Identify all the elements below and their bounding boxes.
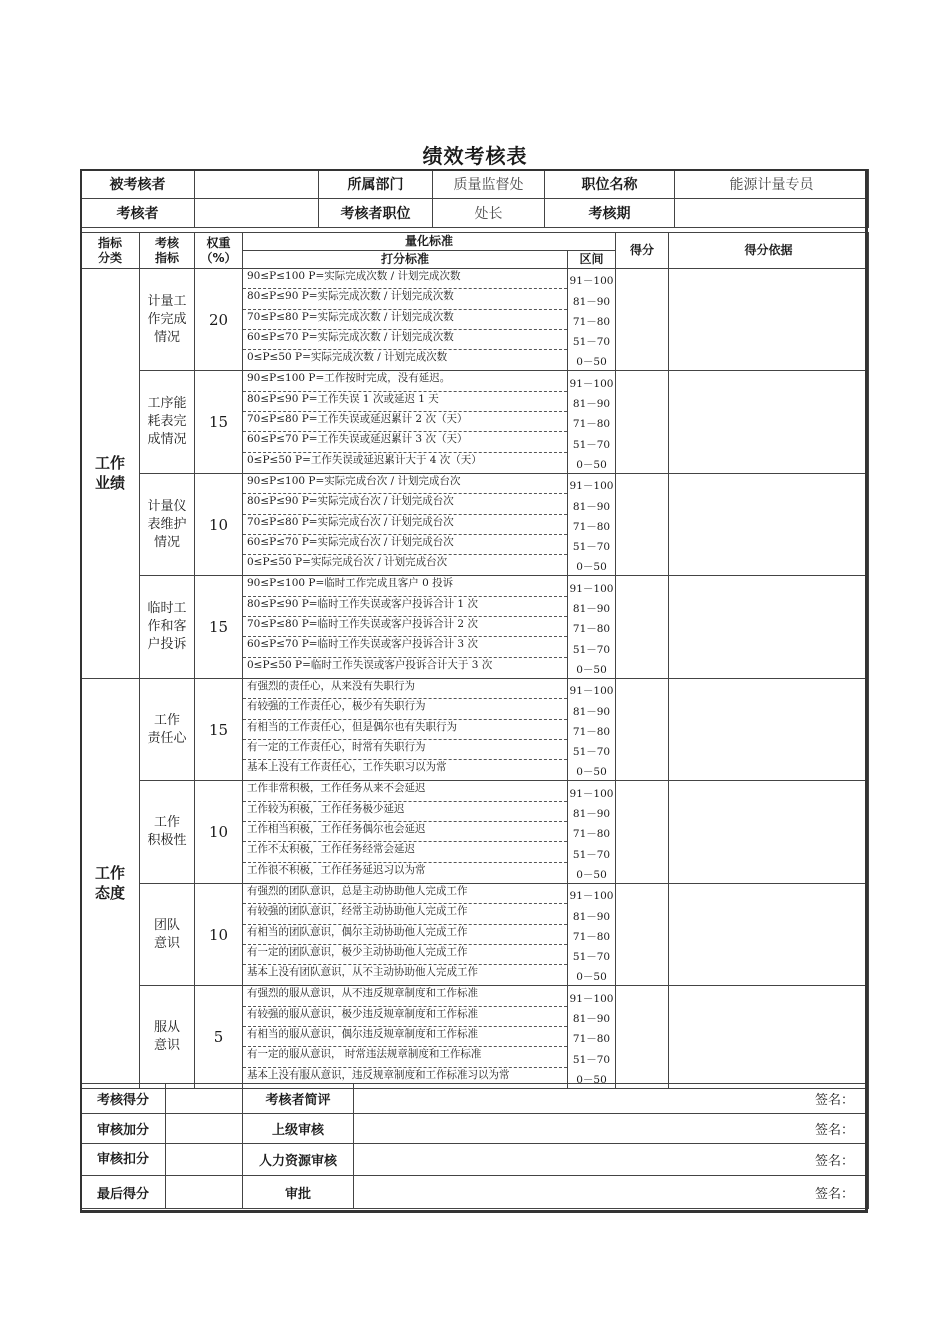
hr-review-signature[interactable]: 签名： — [354, 1144, 869, 1176]
category-header: 指标 分类 — [81, 233, 140, 269]
standard-line: 60≤P≤70 P=实际完成台次 / 计划完成台次 — [243, 535, 567, 555]
range-value: 0－50 — [576, 663, 607, 676]
final-score-label: 最后得分 — [81, 1176, 166, 1209]
bonus-score-label: 审核加分 — [81, 1114, 166, 1144]
indicator-name: 工作 积极性 — [140, 781, 195, 883]
department-label: 所属部门 — [319, 170, 433, 199]
weight-header: 权重 （%） — [195, 233, 243, 269]
standard-line: 0≤P≤50 P=实际完成台次 / 计划完成台次 — [247, 556, 448, 569]
range-value: 71－80 — [572, 520, 611, 533]
standard-line: 有较强的工作责任心，极少有失职行为 — [243, 699, 567, 719]
weight-value: 10 — [195, 883, 243, 985]
range-value: 81－90 — [572, 398, 611, 411]
range-value: 91－100 — [569, 890, 614, 903]
standard-line: 0≤P≤50 P=临时工作失误或客户投诉合计大于 3 次 — [247, 658, 493, 671]
range-value: 81－90 — [572, 808, 611, 821]
range-value: 81－90 — [572, 295, 611, 308]
assessee-label: 被考核者 — [81, 170, 195, 199]
range-value: 81－90 — [572, 500, 611, 513]
range-value: 91－100 — [569, 787, 614, 800]
score-header: 得分 — [616, 233, 669, 269]
indicator-name: 计量工 作完成 情况 — [140, 269, 195, 371]
indicator-name: 工序能 耗表完 成情况 — [140, 371, 195, 473]
range-value: 91－100 — [569, 377, 614, 390]
range-value: 0－50 — [576, 458, 607, 471]
standard-line: 有强烈的团队意识，总是主动协助他人完成工作 — [243, 884, 567, 904]
indicator-name: 临时工 作和客 户投诉 — [140, 576, 195, 678]
standard-line: 工作相当积极，工作任务偶尔也会延迟 — [243, 822, 567, 842]
quant-standard-header: 量化标准 — [243, 233, 616, 251]
range-value: 51－70 — [572, 848, 611, 861]
range-value: 91－100 — [569, 582, 614, 595]
category-cell: 工作 业绩 — [81, 269, 140, 679]
range-value: 91－100 — [569, 685, 614, 698]
range-value: 51－70 — [572, 541, 611, 554]
standard-line: 基本上没有工作责任心，工作失职习以为常 — [247, 761, 447, 774]
standard-line: 90≤P≤100 P=实际完成台次 / 计划完成台次 — [243, 474, 567, 494]
range-header: 区间 — [568, 251, 616, 269]
weight-value: 15 — [195, 576, 243, 678]
range-value: 81－90 — [572, 705, 611, 718]
range-value: 51－70 — [572, 336, 611, 349]
standard-line: 90≤P≤100 P=工作按时完成，没有延迟。 — [243, 371, 567, 391]
standard-line: 0≤P≤50 P=实际完成次数 / 计划完成次数 — [247, 351, 448, 364]
indicator-name: 计量仪 表维护 情况 — [140, 473, 195, 575]
standard-line: 有相当的团队意识，偶尔主动协助他人完成工作 — [243, 925, 567, 945]
approval-label: 审批 — [243, 1176, 354, 1209]
indicator-name: 工作 责任心 — [140, 678, 195, 780]
weight-value: 15 — [195, 678, 243, 780]
form-frame — [80, 169, 868, 1213]
standard-line: 工作非常积极，工作任务从来不会延迟 — [243, 781, 567, 801]
weight-value: 15 — [195, 371, 243, 473]
range-value: 0－50 — [576, 1073, 607, 1086]
indicator-name: 团队 意识 — [140, 883, 195, 985]
standard-line: 有强烈的服从意识，从不违反规章制度和工作标准 — [243, 986, 567, 1006]
range-value: 0－50 — [576, 766, 607, 779]
weight-value: 20 — [195, 269, 243, 371]
assessor-position-label: 考核者职位 — [319, 199, 433, 228]
standard-line: 基本上没有服从意识，违反规章制度和工作标准习以为常 — [247, 1068, 510, 1081]
standard-line: 基本上没有团队意识，从不主动协助他人完成工作 — [247, 966, 478, 979]
range-value: 51－70 — [572, 1053, 611, 1066]
standard-line: 90≤P≤100 P=临时工作完成且客户 0 投诉 — [243, 576, 567, 596]
range-value: 0－50 — [576, 971, 607, 984]
assessor-label: 考核者 — [81, 199, 195, 228]
range-value: 91－100 — [569, 480, 614, 493]
standard-line: 70≤P≤80 P=实际完成次数 / 计划完成次数 — [243, 310, 567, 330]
superior-review-signature[interactable]: 签名： — [354, 1114, 869, 1144]
standard-line: 工作不太积极，工作任务经常会延迟 — [243, 842, 567, 862]
standard-line: 90≤P≤100 P=实际完成次数 / 计划完成次数 — [243, 269, 567, 289]
weight-value: 10 — [195, 781, 243, 883]
weight-value: 5 — [195, 986, 243, 1088]
standard-line: 60≤P≤70 P=实际完成次数 / 计划完成次数 — [243, 330, 567, 350]
hr-review-label: 人力资源审核 — [243, 1144, 354, 1176]
standard-line: 工作很不积极，工作任务延迟习以为常 — [247, 863, 426, 876]
department-field[interactable]: 质量监督处 — [433, 170, 545, 199]
indicator-header: 考核 指标 — [140, 233, 195, 269]
standard-line: 60≤P≤70 P=工作失误或延迟累计 3 次（天） — [243, 432, 567, 452]
standard-line: 70≤P≤80 P=工作失误或延迟累计 2 次（天） — [243, 412, 567, 432]
approval-signature[interactable]: 签名： — [354, 1176, 869, 1209]
range-value: 71－80 — [572, 315, 611, 328]
standard-line: 有强烈的责任心，从来没有失职行为 — [243, 679, 567, 699]
range-value: 71－80 — [572, 418, 611, 431]
assessor-comment-label: 考核者简评 — [243, 1084, 354, 1114]
position-label: 职位名称 — [545, 170, 675, 199]
range-value: 51－70 — [572, 643, 611, 656]
range-value: 0－50 — [576, 561, 607, 574]
range-value: 51－70 — [572, 438, 611, 451]
weight-value: 10 — [195, 473, 243, 575]
assessor-position-field[interactable]: 处长 — [433, 199, 545, 228]
standard-line: 有一定的工作责任心，时常有失职行为 — [243, 740, 567, 760]
range-value: 71－80 — [572, 623, 611, 636]
range-value: 71－80 — [572, 930, 611, 943]
range-value: 81－90 — [572, 910, 611, 923]
standard-line: 有相当的工作责任心，但是偶尔也有失职行为 — [243, 720, 567, 740]
standard-line: 70≤P≤80 P=临时工作失误或客户投诉合计 2 次 — [243, 617, 567, 637]
standard-line: 80≤P≤90 P=临时工作失误或客户投诉合计 1 次 — [243, 597, 567, 617]
standard-line: 80≤P≤90 P=工作失误 1 次或延迟 1 天 — [243, 392, 567, 412]
standard-line: 60≤P≤70 P=临时工作失误或客户投诉合计 3 次 — [243, 637, 567, 657]
position-field[interactable]: 能源计量专员 — [675, 170, 869, 199]
standard-line: 80≤P≤90 P=实际完成台次 / 计划完成台次 — [243, 494, 567, 514]
standard-line: 0≤P≤50 P=工作失误或延迟累计大于 4 次（天） — [247, 453, 482, 466]
range-value: 91－100 — [569, 275, 614, 288]
scoring-standard-header: 打分标准 — [243, 251, 568, 269]
range-value: 51－70 — [572, 746, 611, 759]
page-title: 绩效考核表 — [422, 144, 528, 168]
range-value: 81－90 — [572, 1012, 611, 1025]
range-value: 71－80 — [572, 828, 611, 841]
standard-line: 有相当的服从意识，偶尔违反规章制度和工作标准 — [243, 1027, 567, 1047]
indicator-name: 服从 意识 — [140, 986, 195, 1088]
assessment-score-label: 考核得分 — [81, 1084, 166, 1114]
range-value: 0－50 — [576, 868, 607, 881]
standard-line: 70≤P≤80 P=实际完成台次 / 计划完成台次 — [243, 515, 567, 535]
category-cell: 工作 态度 — [81, 678, 140, 1088]
range-value: 0－50 — [576, 356, 607, 369]
deduction-score-label: 审核扣分 — [81, 1144, 166, 1176]
range-value: 71－80 — [572, 725, 611, 738]
standard-line: 有一定的团队意识，极少主动协助他人完成工作 — [243, 945, 567, 965]
standard-line: 工作较为积极，工作任务极少延迟 — [243, 802, 567, 822]
superior-review-label: 上级审核 — [243, 1114, 354, 1144]
period-label: 考核期 — [545, 199, 675, 228]
standard-line: 有较强的团队意识，经常主动协助他人完成工作 — [243, 904, 567, 924]
range-value: 91－100 — [569, 992, 614, 1005]
standard-line: 80≤P≤90 P=实际完成次数 / 计划完成次数 — [243, 289, 567, 309]
range-value: 81－90 — [572, 603, 611, 616]
standard-line: 有较强的服从意识，极少违反规章制度和工作标准 — [243, 1007, 567, 1027]
range-value: 51－70 — [572, 951, 611, 964]
assessor-comment-signature[interactable]: 签名： — [354, 1084, 869, 1114]
range-value: 71－80 — [572, 1033, 611, 1046]
score-basis-header: 得分依据 — [669, 233, 869, 269]
standard-line: 有一定的服从意识， 时常违法规章制度和工作标准 — [243, 1047, 567, 1067]
